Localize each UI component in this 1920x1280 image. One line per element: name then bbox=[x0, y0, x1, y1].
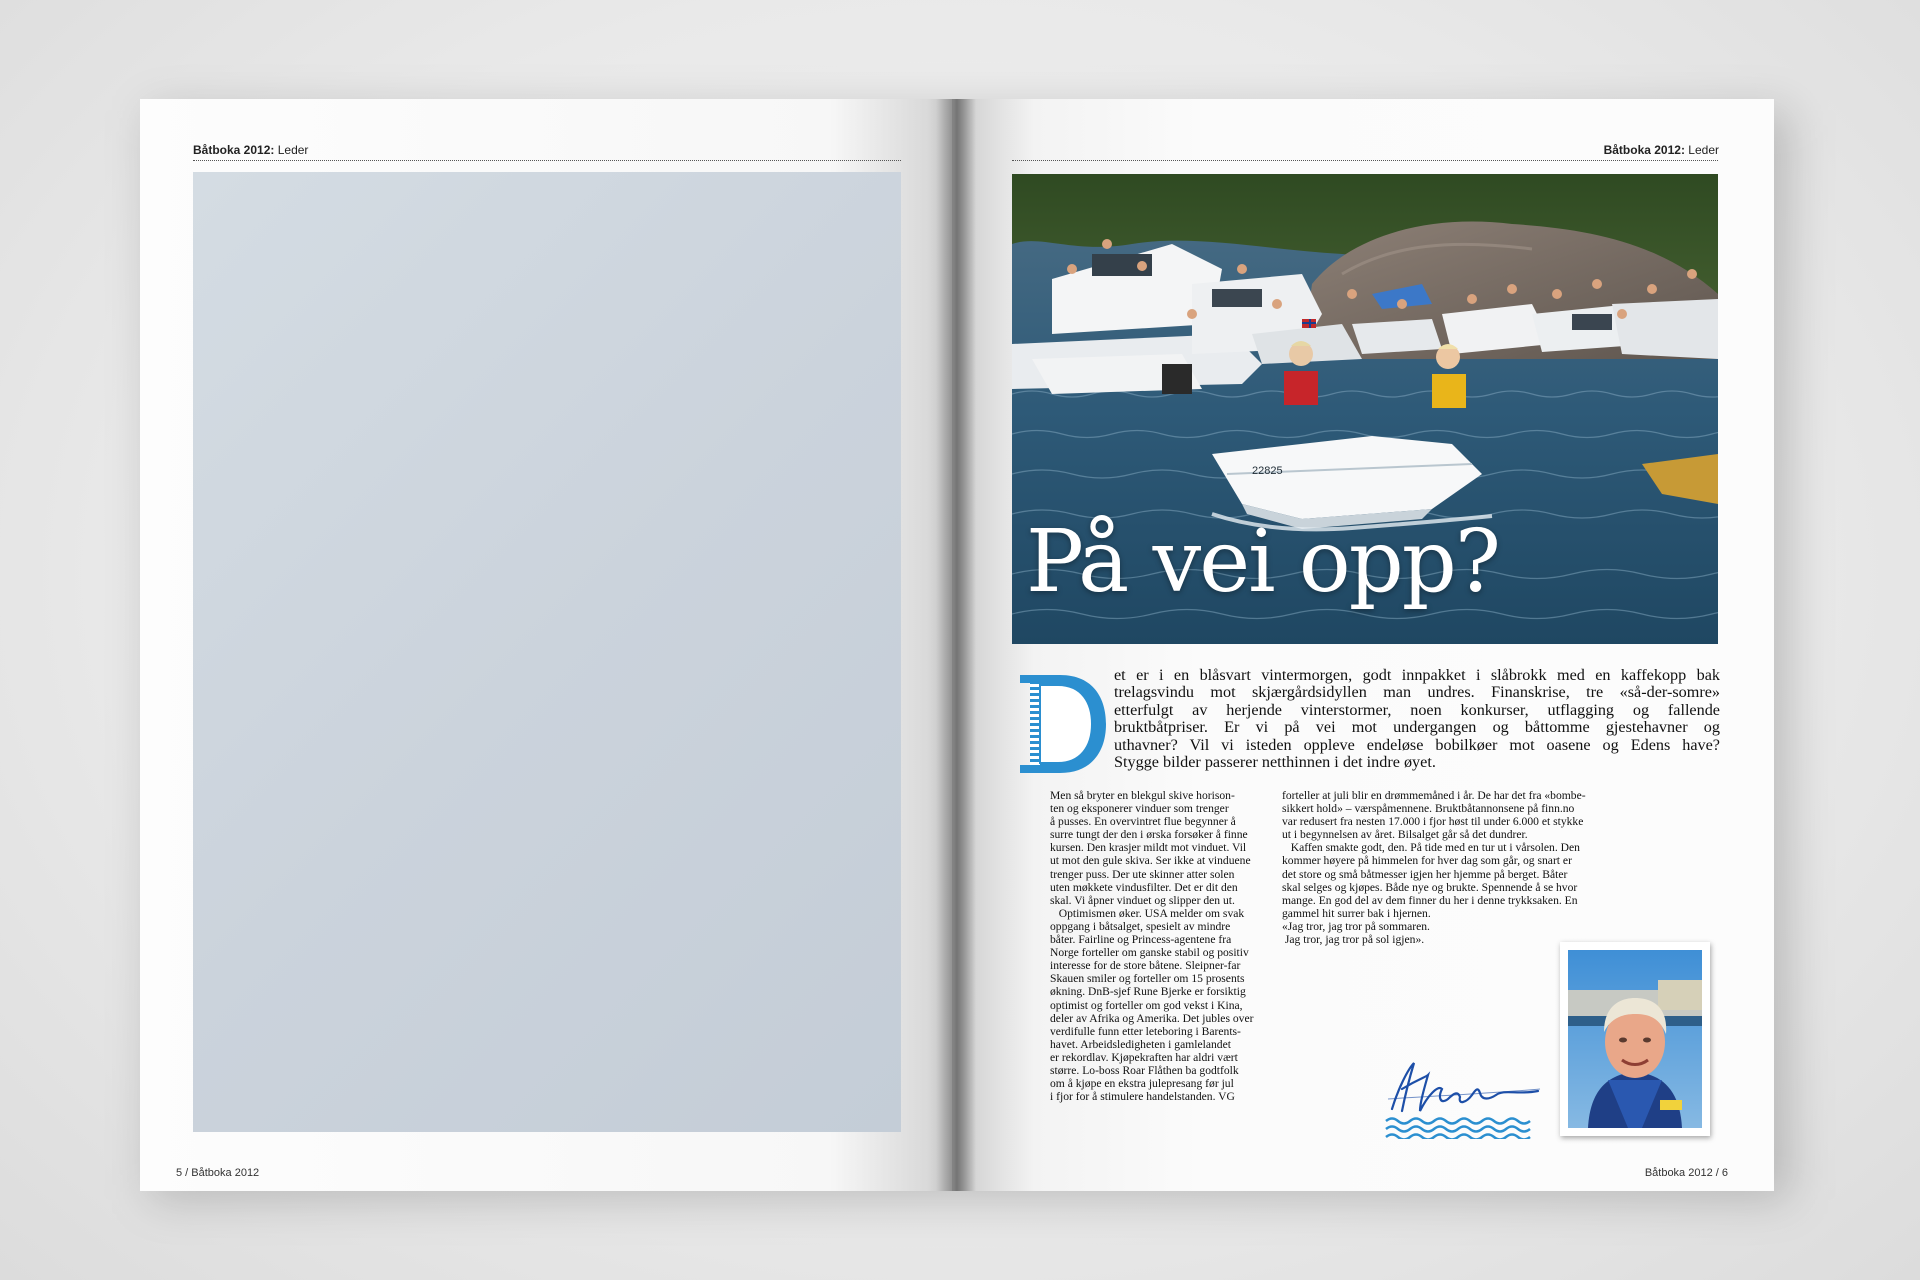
lede-line: trelagsvindu mot skjærgårdsidyllen man undres. Finanskrise, tre «så-der-somre» bbox=[1114, 683, 1720, 702]
body-line: økning. DnB-sjef Rune Bjerke er forsiktig bbox=[1050, 985, 1246, 999]
editor-signature bbox=[1378, 1049, 1548, 1144]
header-divider bbox=[1012, 160, 1718, 161]
lede-line: etterfulgt av herjende vinterstormer, noen konkurser, utflagging og fallende bbox=[1114, 700, 1720, 719]
body-line: mange. En god del av dem finner du her i denne trykksaken. En bbox=[1282, 893, 1578, 907]
body-line: gammel hit surrer bak i hjernen. bbox=[1282, 906, 1431, 920]
body-line: forteller at juli blir en drømmemåned i år. De har det fra «bombe- bbox=[1282, 789, 1586, 802]
body-line: verdifulle funn etter leteboring i Barents- bbox=[1050, 1024, 1241, 1038]
body-line: kursen. Den krasjer mildt mot vinduet. Vil bbox=[1050, 841, 1247, 855]
body-line: Optimismen øker. USA melder om svak bbox=[1050, 906, 1245, 920]
body-line: sikkert hold» – værspåmennene. Bruktbåtannonsene på finn.no bbox=[1282, 802, 1575, 816]
lede-line: et er i en blåsvart vintermorgen, godt innpakket i slåbrokk med en kaffekopp bak bbox=[1114, 666, 1720, 684]
right-page-header bbox=[1604, 143, 1719, 157]
editor-portrait bbox=[1560, 942, 1710, 1136]
boat-registration: 22825 bbox=[1252, 465, 1283, 477]
right-folio: Båtboka 2012 / 6 bbox=[1644, 1167, 1728, 1179]
body-line: større. Lo-boss Roar Flåthen ba godtfolk bbox=[1050, 1063, 1239, 1077]
body-line: ut mot den gule skiva. Ser ikke at vinduene bbox=[1050, 854, 1251, 868]
body-line: Skauen smiler og forteller om 15 prosents bbox=[1050, 972, 1245, 986]
left-page bbox=[140, 99, 952, 1191]
body-column-2 bbox=[1282, 789, 1718, 946]
body-line: er rekordlav. Kjøpekraften har aldri vært bbox=[1050, 1050, 1238, 1064]
body-line: Norge forteller om ganske stabil og positiv bbox=[1050, 946, 1249, 960]
body-line: interesse for de store båtene. Sleipner-far bbox=[1050, 959, 1241, 973]
body-line: surre tungt der den i ørska forsøker å finne bbox=[1050, 828, 1248, 842]
body-line: oppgang i båtsalget, spesielt av mindre bbox=[1050, 919, 1231, 933]
body-line: å pusses. En overvintret flue begynner å bbox=[1050, 815, 1236, 829]
body-line: optimist og forteller om god vekst i Kina, bbox=[1050, 998, 1243, 1012]
lede-line: bruktbåtpriser. Er vi på vei mot undergangen og båttomme gjestehavner og bbox=[1114, 718, 1720, 737]
header-divider bbox=[193, 160, 901, 161]
portrait-photo bbox=[1568, 950, 1702, 1128]
lede-line: Stygge bilder passerer netthinnen i det indre øyet. bbox=[1114, 753, 1436, 772]
boats-photo bbox=[1012, 174, 1718, 644]
lede-paragraph bbox=[1014, 667, 1720, 771]
body-line: havet. Arbeidsledigheten i gamlelandet bbox=[1050, 1037, 1231, 1051]
body-line: Men så bryter en blekgul skive horison- bbox=[1050, 789, 1235, 802]
body-line: skal selges og kjøpes. Både nye og brukte. Spennende å se hvor bbox=[1282, 880, 1578, 894]
body-line: Jag tror, jag tror på sol igjen». bbox=[1282, 933, 1425, 947]
body-line: det store og små båtmesser igjen her hjemme på berget. Båter bbox=[1282, 867, 1568, 881]
body-line: ut i begynnelsen av året. Bilsalget går så det dundrer. bbox=[1282, 828, 1528, 842]
body-line: Kaffen smakte godt, den. På tide med en tur ut i vårsolen. Den bbox=[1282, 841, 1580, 855]
body-line: om å kjøpe en ekstra julepresang før jul bbox=[1050, 1077, 1234, 1091]
image-placeholder bbox=[193, 172, 901, 1132]
body-line: trenger puss. Der ute skinner atter solen bbox=[1050, 867, 1235, 881]
body-line: deler av Afrika og Amerika. Det jubles over bbox=[1050, 1011, 1254, 1025]
right-page bbox=[952, 99, 1774, 1191]
body-line: «Jag tror, jag tror på sommaren. bbox=[1282, 919, 1430, 933]
body-line: uten møkkete vindusfilter. Det er dit den bbox=[1050, 880, 1238, 894]
body-line: skal. Vi åpner vinduet og slipper den ut. bbox=[1050, 893, 1235, 907]
header-title: Båtboka 2012: bbox=[193, 143, 275, 157]
headline: På vei opp? bbox=[1026, 512, 1499, 612]
header-section: Leder bbox=[1688, 143, 1719, 157]
body-column-1 bbox=[1050, 789, 1262, 1103]
left-page-header bbox=[193, 143, 308, 157]
body-line: båter. Fairline og Princess-agentene fra bbox=[1050, 933, 1232, 947]
left-folio: 5 / Båtboka 2012 bbox=[176, 1167, 260, 1179]
body-line: kommer høyere på himmelen for hver dag som går, og snart er bbox=[1282, 854, 1572, 868]
body-line: ten og eksponerer vinduer som trenger bbox=[1050, 802, 1229, 816]
body-line: i fjor for å stimulere handelstanden. VG bbox=[1050, 1090, 1235, 1104]
header-section: Leder bbox=[277, 143, 309, 157]
body-line: var redusert fra nesten 17.000 i fjor høst til under 6.000 et stykke bbox=[1282, 815, 1584, 829]
header-title: Båtboka 2012: bbox=[1603, 143, 1685, 157]
lede-line: uthavner? Vil vi isteden oppleve endeløse bobilkøer mot oasene og Edens have? bbox=[1114, 735, 1720, 754]
